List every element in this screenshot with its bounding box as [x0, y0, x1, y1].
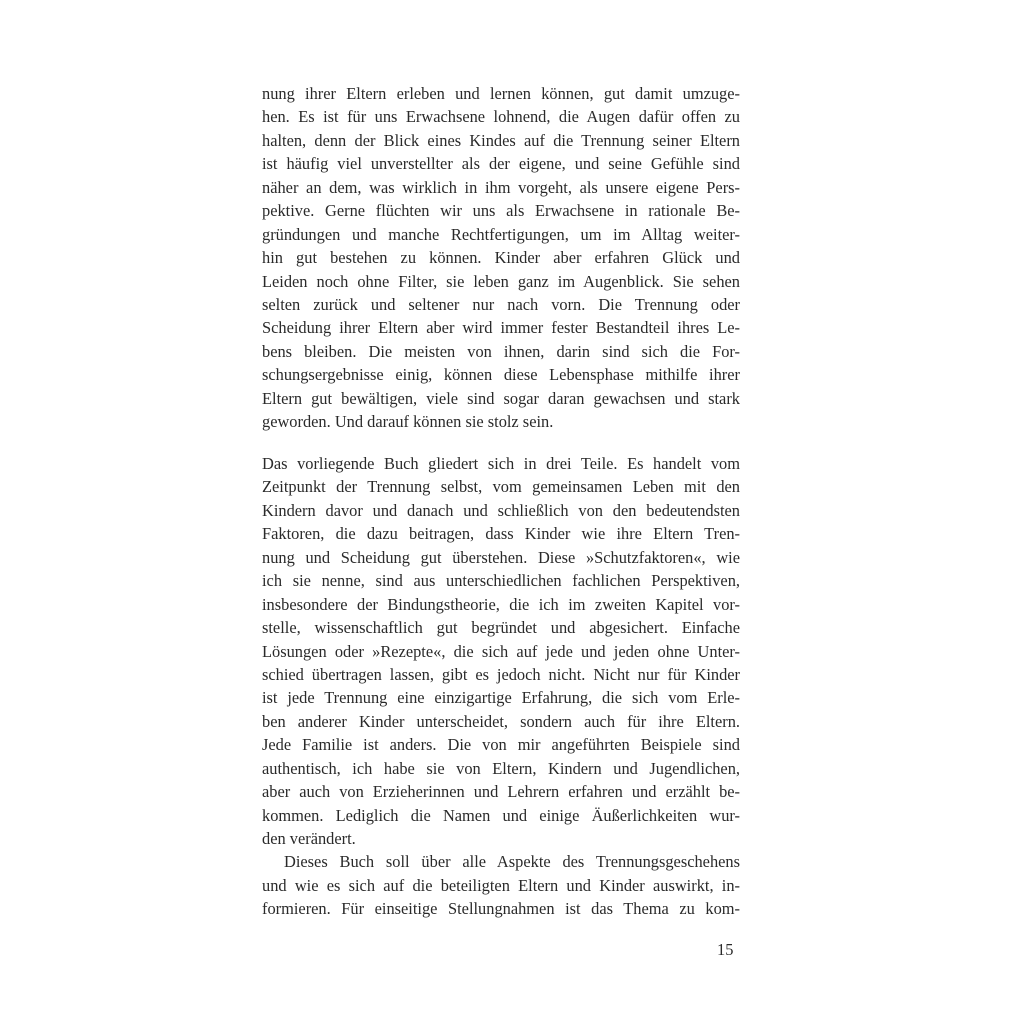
- text-line: pektive. Gerne flüchten wir uns als Erwachsene in rationale Be-: [262, 201, 740, 221]
- text-line: hin gut bestehen zu können. Kinder aber erfahren Glück und: [262, 248, 740, 268]
- text-line: bens bleiben. Die meisten von ihnen, darin sind sich die For-: [262, 341, 740, 361]
- text-line: Kindern davor und danach und schließlich von den bedeutendsten: [262, 500, 740, 520]
- text-line: nung und Scheidung gut überstehen. Diese »Schutzfaktoren«, wie: [262, 547, 740, 567]
- paragraph-1: [262, 82, 740, 434]
- text-line: Scheidung ihrer Eltern aber wird immer fester Bestandteil ihres Le-: [262, 318, 740, 338]
- text-line: schied übertragen lassen, gibt es jedoch nicht. Nicht nur für Kinder: [262, 664, 740, 684]
- text-line: formieren. Für einseitige Stellungnahmen ist das Thema zu kom-: [262, 899, 740, 919]
- text-line: Faktoren, die dazu beitragen, dass Kinder wie ihre Eltern Tren-: [262, 524, 740, 544]
- text-line: und wie es sich auf die beteiligten Eltern und Kinder auswirkt, in-: [262, 875, 740, 895]
- text-line: Eltern gut bewältigen, viele sind sogar daran gewachsen und stark: [262, 388, 740, 408]
- text-line: ich sie nenne, sind aus unterschiedlichen fachlichen Perspektiven,: [262, 571, 740, 591]
- text-line: schungsergebnisse einig, können diese Lebensphase mithilfe ihrer: [262, 365, 740, 385]
- text-line: aber auch von Erzieherinnen und Lehrern erfahren und erzählt be-: [262, 782, 740, 802]
- text-line: Das vorliegende Buch gliedert sich in drei Teile. Es handelt vom: [262, 454, 740, 473]
- text-line: Jede Familie ist anders. Die von mir angeführten Beispiele sind: [262, 735, 740, 755]
- text-line: ben anderer Kinder unterscheidet, sondern auch für ihre Eltern.: [262, 711, 740, 731]
- text-line: gründungen und manche Rechtfertigungen, um im Alltag weiter-: [262, 224, 740, 244]
- text-line: geworden. Und darauf können sie stolz sein.: [262, 412, 554, 432]
- text-line: nung ihrer Eltern erleben und lernen können, gut damit umzuge-: [262, 84, 740, 103]
- text-line: Zeitpunkt der Trennung selbst, vom gemeinsamen Leben mit den: [262, 477, 740, 497]
- text-line: Dieses Buch soll über alle Aspekte des Trennungsgeschehens: [284, 852, 740, 872]
- text-line: ist jede Trennung eine einzigartige Erfahrung, die sich vom Erle-: [262, 688, 740, 708]
- text-line: insbesondere der Bindungstheorie, die ich im zweiten Kapitel vor-: [262, 594, 740, 614]
- text-line: halten, denn der Blick eines Kindes auf die Trennung seiner Eltern: [262, 130, 740, 150]
- page-number: 15: [717, 940, 734, 959]
- text-line: Lösungen oder »Rezepte«, die sich auf jede und jeden ohne Unter-: [262, 641, 740, 661]
- text-line: hen. Es ist für uns Erwachsene lohnend, die Augen dafür offen zu: [262, 107, 740, 127]
- text-line: Leiden noch ohne Filter, sie leben ganz im Augenblick. Sie sehen: [262, 271, 740, 291]
- text-line: selten zurück und seltener nur nach vorn. Die Trennung oder: [262, 294, 740, 314]
- text-line: stelle, wissenschaftlich gut begründet und abgesichert. Einfache: [262, 618, 740, 638]
- text-line: kommen. Lediglich die Namen und einige Äußerlichkeiten wur-: [262, 805, 740, 825]
- text-line: näher an dem, was wirklich in ihm vorgeht, als unsere eigene Pers-: [262, 177, 740, 197]
- text-line: ist häufig viel unverstellter als der eigene, und seine Gefühle sind: [262, 154, 740, 174]
- paragraph-2: [262, 452, 740, 921]
- text-line: authentisch, ich habe sie von Eltern, Kindern und Jugendlichen,: [262, 758, 740, 778]
- text-line: den verändert.: [262, 829, 356, 848]
